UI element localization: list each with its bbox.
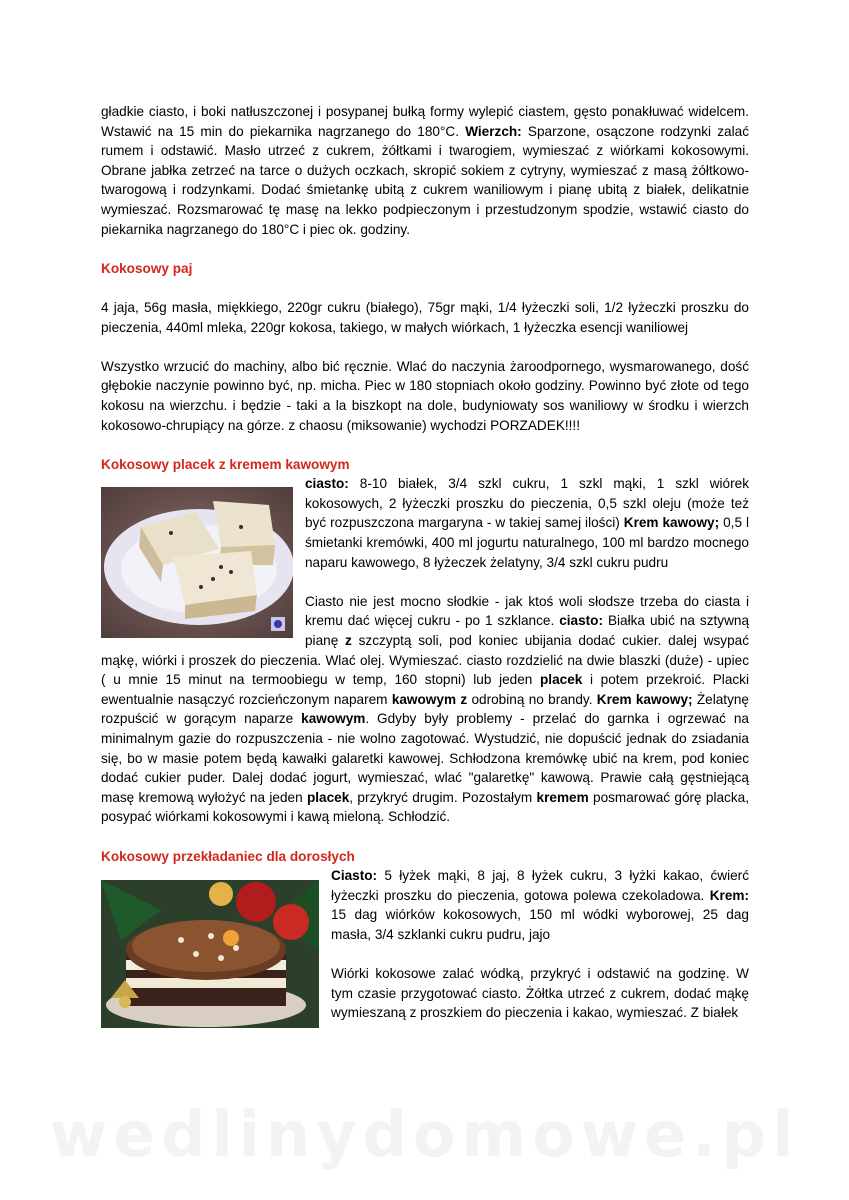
krem-text: 15 dag wiórków kokosowych, 150 ml wódki wyborowej, 25 dag masła, 3/4 szklanki cukru pudru, jajo <box>331 907 749 942</box>
watermark: wedlinydomowe.pl <box>49 1098 800 1171</box>
placek-method-text: . Gdyby były problemy - przelać do garnka i ogrzewać na minimalnym gazie do rozpuszczenia - nie wolno zagotować. Wystudzić, nie dopuścić jednak do zsiadania się, bo w masie potem będą kawałki galaretki kawowej. Schłodzona kremówkę ubić na krem, pod koniec dodać cukier puder. Dalej dodać jogurt, wymieszać, wlać "galaretkę" kawową. Prawie całą gęstniejącą masę kremową wyłożyć na jeden <box>101 711 749 805</box>
placek-method-text: odrobiną no brandy. <box>467 691 597 707</box>
krem-label: Krem: <box>709 887 749 903</box>
paj-ingredients: 4 jaja, 56g masła, miękkiego, 220gr cukru (białego), 75gr mąki, 1/4 łyżeczki soli, 1/2 łyżeczki proszku do pieczenia, 440ml mleka, 220gr kokosa, takiego, w małych wiórkach, 1 łyżeczka esencji waniliowej <box>101 299 749 335</box>
ciasto-label: ciasto: <box>305 476 349 492</box>
heading-kokosowy-placek: Kokosowy placek z kremem kawowym <box>101 456 350 472</box>
ciasto-text: 8-10 białek, 3/4 szkl cukru, 1 szkl mąki, 1 szkl wiórek kokosowych, 2 łyżeczki proszku do pieczenia, 0,5 szkl oleju (może też być rozpuszczona margaryna - w takiej samej ilości) <box>305 476 749 531</box>
intro-paragraph <box>101 102 749 239</box>
heading-kokosowy-paj: Kokosowy paj <box>101 260 193 276</box>
placek-method-text: i potem przekroić. Placki ewentualnie nasączyć rozcieńczonym naparem <box>101 672 749 707</box>
placek-method-text: szczyptą soli, pod koniec ubijania dodać cukier. dalej wsypać mąkę, wiórki i proszek do pieczenia. Wlać olej. Wymieszać. ciasto rozdzielić na dwie blaszki (duże) - upiec ( u mnie 15 minut na termoobiegu w temp, 160 stopni) lub jeden <box>101 633 749 688</box>
krem-kawowy-label: Krem kawowy; <box>623 515 720 531</box>
placek-method-bold: z <box>345 633 352 649</box>
placek-method-text: Ciasto nie jest mocno słodkie - jak ktoś woli słodsze trzeba do ciasta i kremu dać więcej cukru - po 1 szklance. <box>305 593 749 629</box>
placek-method-bold: kawowym z <box>391 691 468 707</box>
placek-method-text: , przykryć drugim. Pozostałym <box>349 789 537 805</box>
placek-method-bold: kremem <box>536 789 589 805</box>
placek-method-text: Żelatynę rozpuścić w gorącym naparze <box>101 691 749 727</box>
placek-method-bold: placek <box>540 672 583 688</box>
przekladaniec-method: Wiórki kokosowe zalać wódką, przykryć i odstawić na godzinę. W tym czasie przygotować ciasto. Żółtka utrzeć z cukrem, dodać mąkę wymieszaną z proszkiem do pieczenia i kakao, wymieszać. Z białek <box>331 966 749 1021</box>
heading-kokosowy-przekladaniec: Kokosowy przekładaniec dla dorosłych <box>101 848 355 864</box>
placek-method-text: posmarować górę placka, posypać wiórkami kokosowymi i kawą mieloną. Schłodzić. <box>101 789 749 825</box>
ciasto-text: 5 łyżek mąki, 8 jaj, 8 łyżek cukru, 3 łyżki kakao, ćwierć łyżeczki proszku do pieczenia, gotowa polewa czekoladowa. <box>331 868 749 903</box>
paj-method: Wszystko wrzucić do machiny, albo bić ręcznie. Wlać do naczynia żaroodpornego, wysmarowanego, dość głębokie naczynie powinno być, np. micha. Piec w 180 stopniach około godziny. Powinno być złote od tego kokosu na wierzchu. i będzie - taki a la biszkopt na dole, budyniowaty sos waniliowy w środku i wierzch kokosowo-chrupiący na górze. z chaosu (miksowanie) wychodzi PORZADEK!!!! <box>101 358 749 433</box>
intro-text-2: Sparzone, osączone rodzynki zalać rumem i odstawić. Masło utrzeć z cukrem, żółtkami i twarogiem, wymieszać z wiórkami kokosowymi. Obrane jabłka zetrzeć na tarce o dużych oczkach, skropić sokiem z cytryny, wymieszać z masą żółtkowo-twarogową i rodzynkami. Dodać śmietankę ubitą z cukrem waniliowym i pianę ubitą z białek, delikatnie wymieszać. Rozsmarować tę masę na lekko podpieczonym i przestudzonym spodzie, wstawić ciasto do piekarnika nagrzanego do 180°C i piec ok. godziny. <box>101 123 749 237</box>
placek-method-bold: kawowym <box>301 711 366 727</box>
placek-method-bold: Krem kawowy; <box>596 691 693 707</box>
ciasto-label: Ciasto: <box>331 868 378 884</box>
placek-method-bold: placek <box>306 789 350 805</box>
intro-text: gładkie ciasto, i boki natłuszczonej i posypanej bułką formy wylepić ciastem, gęsto ponakłuwać widelcem. Wstawić na 15 min do piekarnika nagrzanego do 180°C. <box>101 104 749 139</box>
wierzch-label: Wierzch: <box>465 123 522 139</box>
przekladaniec-photo <box>101 880 319 1028</box>
document-page <box>101 102 749 1032</box>
krem-text: 0,5 l śmietanki kremówki, 400 ml jogurtu naturalnego, 100 ml bardzo mocnego naparu kawowego, 8 łyżeczek żelatyny, 3/4 szkl cukru pudru <box>305 515 749 570</box>
placek-photo <box>101 487 293 638</box>
placek-method-text: Białka ubić na sztywną pianę <box>305 613 750 649</box>
placek-method-bold: ciasto: <box>559 613 604 629</box>
